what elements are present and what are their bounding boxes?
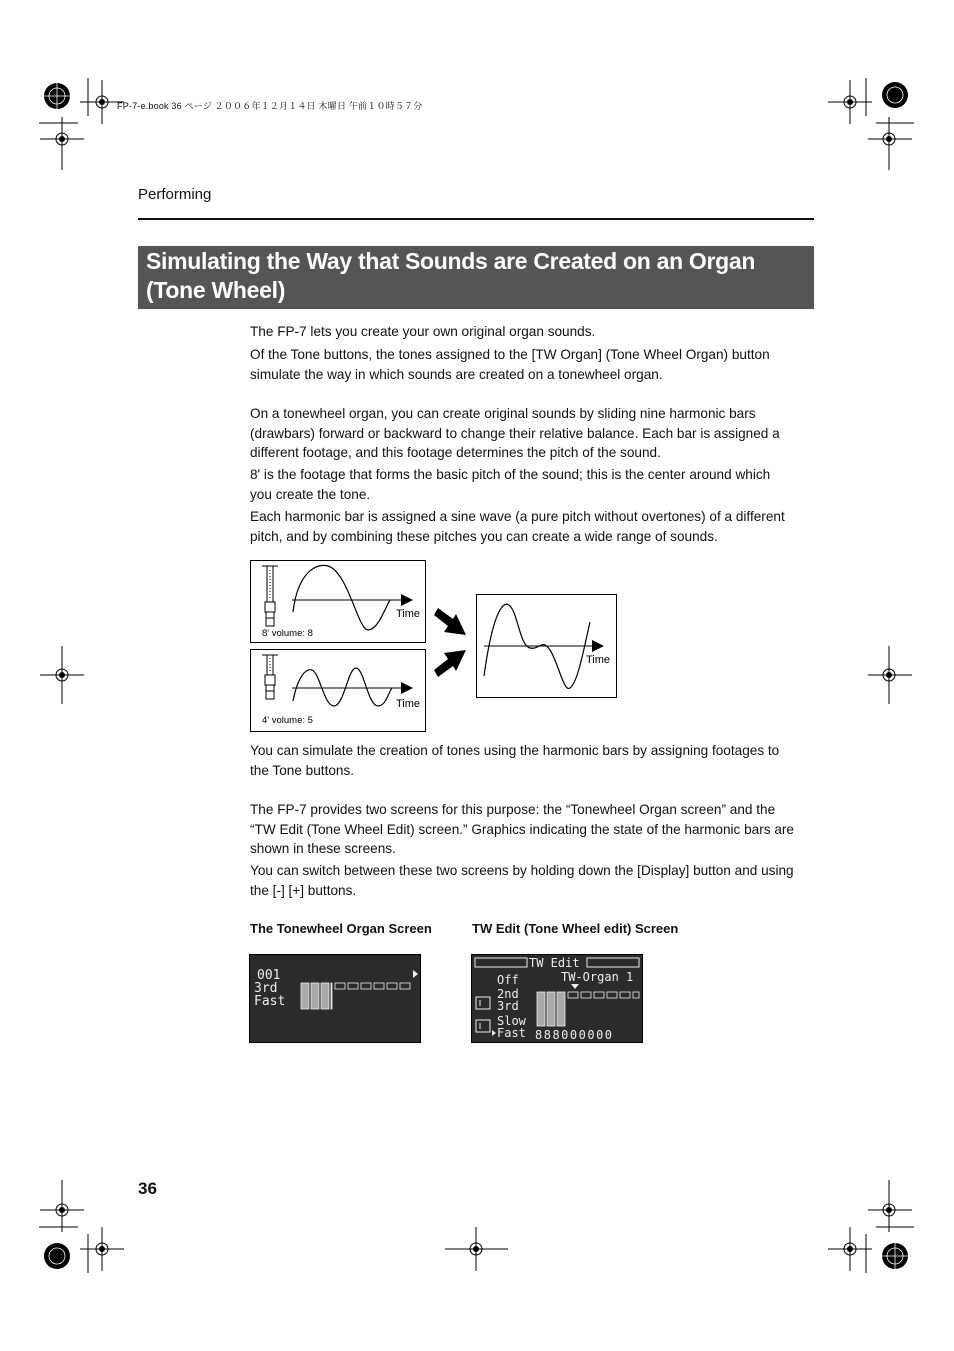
edit-line-5: Fast <box>497 1026 526 1040</box>
title-line-1: Simulating the Way that Sounds are Created on an Organ <box>146 248 756 274</box>
edit-tone-name: TW-Organ 1 <box>561 970 634 984</box>
combine-arrow-bottom <box>434 650 466 677</box>
edit-line-1: Off <box>497 973 519 987</box>
time-label-1: Time <box>396 608 421 620</box>
waveform-diagram <box>248 558 620 733</box>
paragraph-3: On a tonewheel organ, you can create original sounds by sliding nine harmonic bars (drawbars) forward or backward to change their relative balance. Each bar is assigned a different footage, and this footage determines the pitch of the sound. <box>250 406 780 461</box>
paragraph-2: Of the Tone buttons, the tones assigned to the [TW Organ] (Tone Wheel Organ) button simulate the way in which sounds are created on a tonewheel organ. <box>250 347 770 382</box>
combine-arrow-top <box>434 608 466 635</box>
organ-screen-heading: The Tonewheel Organ Screen <box>250 921 432 936</box>
organ-screen-lcd <box>249 954 422 1044</box>
edit-line-2: 2nd <box>497 987 519 1001</box>
time-label-2: Time <box>396 698 421 710</box>
section-label: Performing <box>138 186 212 203</box>
page-number: 36 <box>138 1179 157 1198</box>
title-line-2: (Tone Wheel) <box>146 277 286 303</box>
organ-line-3: Fast <box>254 994 286 1009</box>
book-info: FP-7-e.book 36 ページ ２００６年１２月１４日 木曜日 午前１０時５７分 <box>117 101 423 111</box>
paragraph-5: Each harmonic bar is assigned a sine wave (a pure pitch without overtones) of a different pitch, and by combining these pitches you can create a wide range of sounds. <box>250 509 785 544</box>
paragraph-6: You can simulate the creation of tones using the harmonic bars by assigning footages to the Tone buttons. <box>250 743 780 778</box>
edit-footage-digits: 888000000 <box>535 1028 614 1042</box>
paragraph-4: 8' is the footage that forms the basic pitch of the sound; this is the center around which you create the tone. <box>250 467 771 502</box>
page-title <box>146 247 806 305</box>
wave-label-4ft: 4' volume: 5 <box>262 715 313 726</box>
time-label-3: Time <box>586 654 611 666</box>
edit-title: TW Edit <box>529 956 580 970</box>
header-rule <box>138 218 814 220</box>
paragraph-1: The FP-7 lets you create your own original organ sounds. <box>250 324 596 339</box>
paragraph-7: The FP-7 provides two screens for this purpose: the “Tonewheel Organ screen” and the “TW Edit (Tone Wheel Edit) screen.” Graphics indicating the state of the harmonic bars are shown in these screens. <box>250 802 794 857</box>
edit-screen-heading: TW Edit (Tone Wheel edit) Screen <box>472 921 679 936</box>
edit-screen-lcd <box>471 954 644 1044</box>
organ-line-1: 001 <box>257 968 281 983</box>
paragraph-8: You can switch between these two screens by holding down the [Display] button and using the [-] [+] buttons. <box>250 863 794 898</box>
organ-line-2: 3rd <box>254 981 278 996</box>
edit-line-4: Slow <box>497 1014 526 1028</box>
wave-label-8ft: 8' volume: 8 <box>262 628 313 639</box>
edit-line-3: 3rd <box>497 999 519 1013</box>
